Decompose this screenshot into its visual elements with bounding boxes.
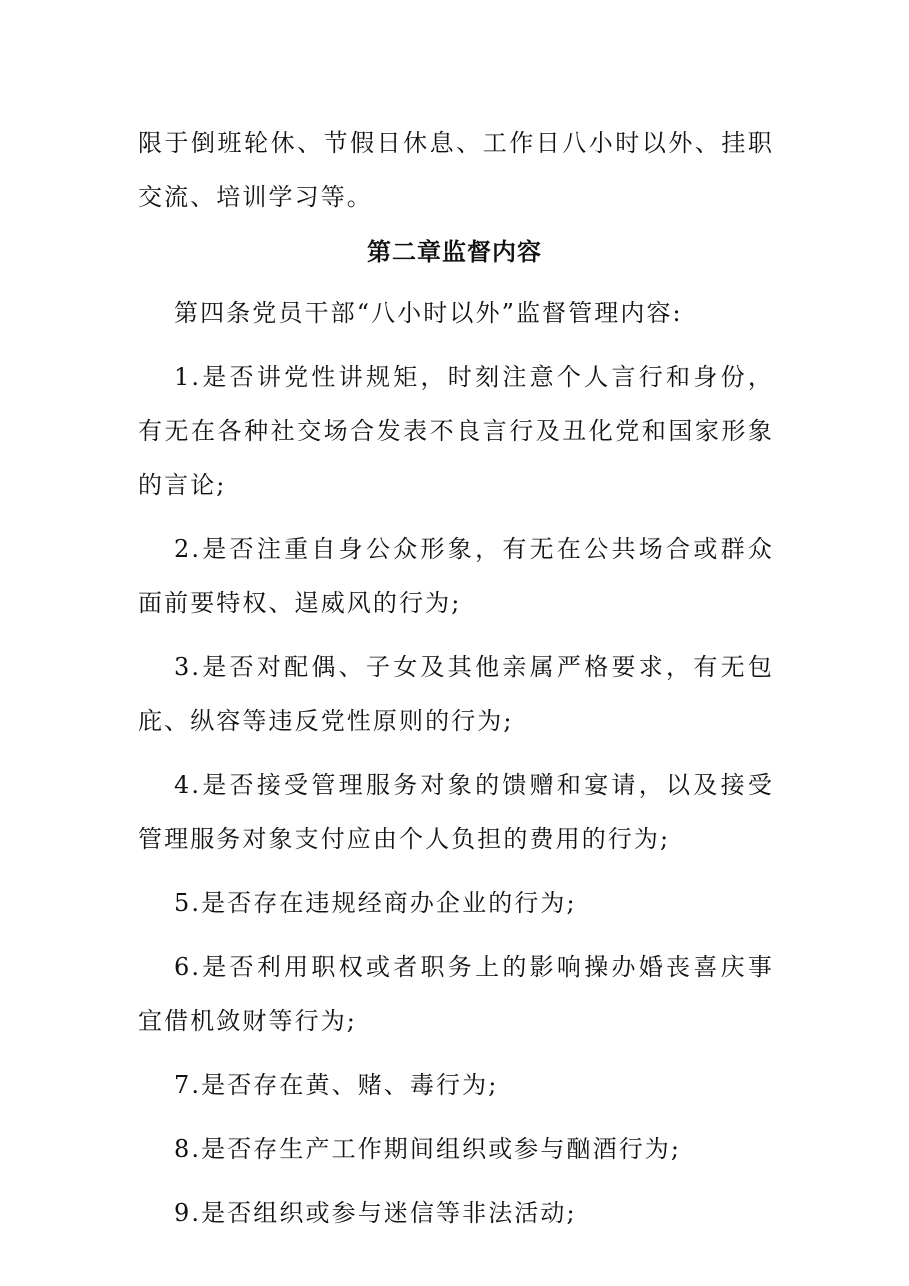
list-item: 9.是否组织或参与迷信等非法活动; <box>174 1199 577 1227</box>
list-item: 8.是否存生产工作期间组织或参与酗酒行为; <box>174 1135 682 1163</box>
list-item: 7.是否存在黄、赌、毒行为; <box>174 1071 499 1099</box>
list-item: 6.是否利用职权或者职务上的影响操办婚丧喜庆事宜借机敛财等行为; <box>138 953 774 1035</box>
list-item: 3.是否对配偶、子女及其他亲属严格要求，有无包庇、纵容等违反党性原则的行为; <box>138 653 774 735</box>
list-item: 2.是否注重自身公众形象，有无在公共场合或群众面前要特权、逞威风的行为; <box>138 535 774 617</box>
continuation-paragraph: 限于倒班轮休、节假日休息、工作日八小时以外、挂职交流、培训学习等。 <box>138 129 774 211</box>
chapter-title: 第二章监督内容 <box>367 238 542 266</box>
list-item: 4.是否接受管理服务对象的馈赠和宴请，以及接受管理服务对象支付应由个人负担的费用的行为; <box>138 771 774 853</box>
list-item: 5.是否存在违规经商办企业的行为; <box>174 889 577 917</box>
continuation-block <box>138 116 774 224</box>
article-body <box>138 286 774 1240</box>
list-item: 1.是否讲党性讲规矩，时刻注意个人言行和身份，有无在各种社交场合发表不良言行及丑化党和国家形象的言论; <box>138 363 774 499</box>
article-intro: 第四条党员干部“八小时以外”监督管理内容: <box>174 299 683 327</box>
